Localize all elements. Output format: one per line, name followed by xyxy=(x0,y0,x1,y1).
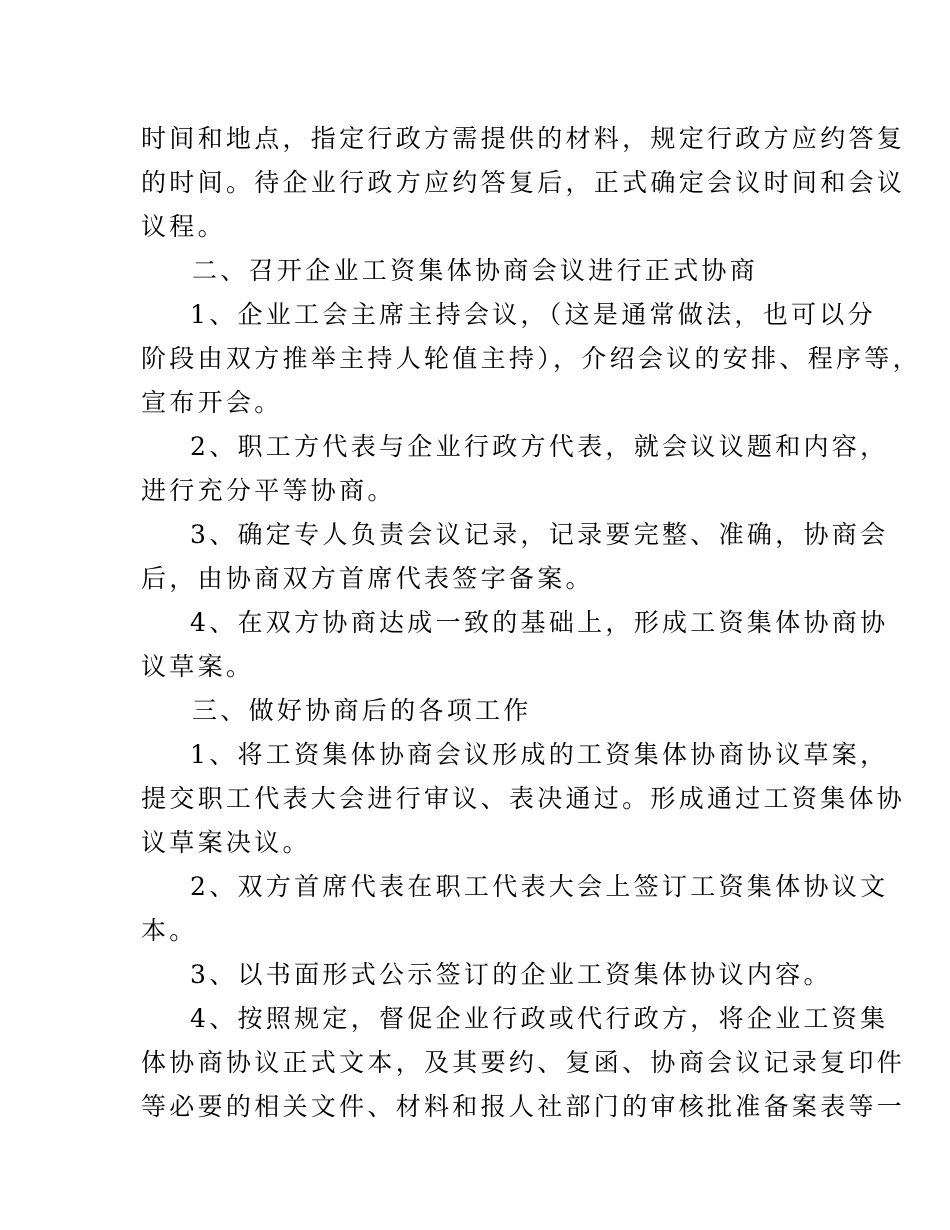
text-line: 4、按照规定，督促企业行政或代行政方，将企业工资集 xyxy=(190,1004,889,1033)
text-line: 2、双方首席代表在职工代表大会上签订工资集体协议文 xyxy=(190,872,889,901)
section-heading: 三、做好协商后的各项工作 xyxy=(192,696,532,725)
text-line: 体协商协议正式文本，及其要约、复函、协商会议记录复印件 xyxy=(141,1048,906,1077)
text-line: 进行充分平等协商。 xyxy=(141,476,396,505)
text-line: 议程。 xyxy=(141,212,226,241)
text-line: 1、将工资集体协商会议形成的工资集体协商协议草案， xyxy=(190,740,889,769)
text-line: 本。 xyxy=(141,916,198,945)
text-line: 后，由协商双方首席代表签字备案。 xyxy=(141,564,594,593)
text-line: 议草案决议。 xyxy=(141,828,311,857)
text-line: 4、在双方协商达成一致的基础上，形成工资集体协商协 xyxy=(190,608,889,637)
text-line: 3、以书面形式公示签订的企业工资集体协议内容。 xyxy=(190,960,832,989)
text-line: 的时间。待企业行政方应约答复后，正式确定会议时间和会议 xyxy=(141,168,906,197)
text-line: 议草案。 xyxy=(141,652,255,681)
text-line: 提交职工代表大会进行审议、表决通过。形成通过工资集体协 xyxy=(141,784,906,813)
text-line: 宣布开会。 xyxy=(141,388,283,417)
section-heading: 二、召开企业工资集体协商会议进行正式协商 xyxy=(192,256,759,285)
text-line: 3、确定专人负责会议记录，记录要完整、准确，协商会 xyxy=(190,520,889,549)
text-line: 时间和地点，指定行政方需提供的材料，规定行政方应约答复 xyxy=(141,124,906,153)
text-line: 等必要的相关文件、材料和报人社部门的审核批准备案表等一 xyxy=(141,1092,906,1121)
text-line: 1、企业工会主席主持会议，（这是通常做法，也可以分 xyxy=(190,300,876,329)
text-line: 2、职工方代表与企业行政方代表，就会议议题和内容， xyxy=(190,432,889,461)
text-line: 阶段由双方推举主持人轮值主持），介绍会议的安排、程序等， xyxy=(141,344,921,373)
